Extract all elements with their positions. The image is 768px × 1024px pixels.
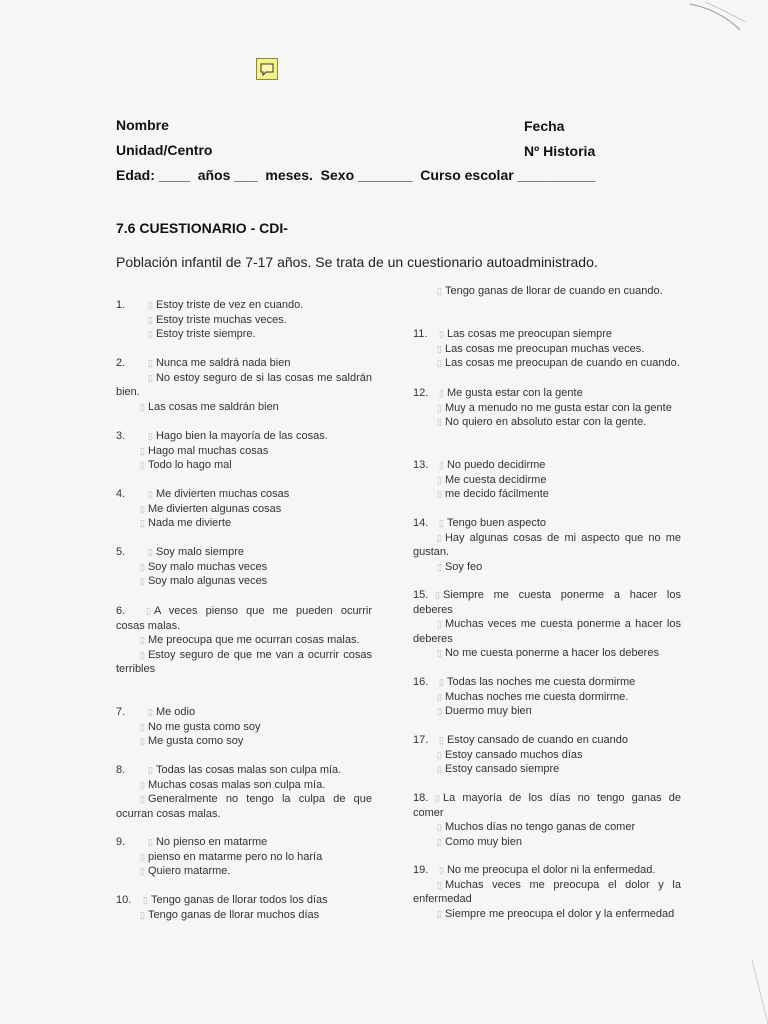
answer-option — [116, 516, 372, 531]
option-checkbox[interactable] — [437, 750, 442, 760]
question-number: 18. — [413, 792, 429, 804]
option-checkbox[interactable] — [437, 837, 442, 847]
question-number: 13. — [413, 459, 429, 471]
option-checkbox[interactable] — [140, 910, 145, 920]
question-12 — [413, 386, 681, 430]
question-number: 11. — [413, 328, 428, 340]
option-checkbox[interactable] — [437, 822, 442, 832]
sticky-note-comment-icon[interactable] — [256, 58, 278, 80]
question-2 — [116, 356, 372, 414]
answer-option — [116, 444, 372, 459]
question-6 — [116, 604, 372, 677]
answer-option — [116, 864, 372, 879]
answer-option — [413, 748, 681, 763]
option-text: Siempre me cuesta ponerme a hacer los deberes — [413, 589, 681, 616]
answer-option — [116, 487, 372, 502]
option-text: No quiero en absoluto estar con la gente. — [444, 416, 647, 429]
option-text: No estoy seguro de si las cosas me saldrán bien. — [116, 371, 372, 399]
option-text: Soy malo siempre — [155, 546, 244, 558]
answer-option — [116, 560, 372, 575]
option-text: Muchas noches me cuesta dormirme. — [444, 690, 629, 703]
option-text: Me cuesta decidirme — [444, 473, 547, 486]
answer-option — [116, 893, 372, 908]
option-checkbox[interactable] — [148, 489, 153, 499]
answer-option — [413, 863, 681, 878]
option-text: Hago mal muchas cosas — [147, 444, 269, 457]
answer-option — [413, 835, 681, 850]
option-checkbox[interactable] — [439, 865, 444, 875]
question-9 — [116, 835, 372, 879]
option-text: Siempre me preocupa el dolor y la enfermedad — [444, 907, 675, 920]
option-checkbox[interactable] — [435, 590, 440, 600]
answer-option — [413, 617, 681, 646]
option-text: Las cosas me preocupan muchas veces. — [444, 342, 645, 355]
question-number: 3. — [116, 430, 126, 442]
option-text: Soy malo algunas veces — [147, 575, 268, 588]
option-text: No pienso en matarme — [155, 836, 268, 848]
option-checkbox[interactable] — [437, 344, 442, 354]
option-checkbox[interactable] — [437, 489, 442, 499]
answer-option — [116, 327, 372, 342]
option-checkbox[interactable] — [140, 736, 145, 746]
option-checkbox[interactable] — [140, 518, 145, 528]
option-text: Me odio — [155, 706, 196, 718]
option-checkbox[interactable] — [437, 286, 442, 296]
answer-option — [116, 574, 372, 589]
option-checkbox[interactable] — [437, 648, 442, 658]
question-5 — [116, 545, 372, 589]
fecha-label: Fecha — [524, 118, 565, 134]
option-text: Tengo buen aspecto — [446, 517, 547, 529]
question-number: 7. — [116, 706, 126, 718]
option-text: Me divierten algunas cosas — [147, 502, 282, 515]
question-number: 2. — [116, 357, 126, 369]
option-text: Muchos días no tengo ganas de comer — [444, 821, 636, 834]
option-text: Me gusta estar con la gente — [446, 387, 583, 399]
answer-option — [413, 907, 681, 922]
question-17 — [413, 733, 681, 777]
answer-option — [413, 733, 681, 748]
option-checkbox[interactable] — [140, 562, 145, 572]
option-text: Muchas veces me cuesta ponerme a hacer los deberes — [413, 618, 681, 645]
question-number: 10. — [116, 894, 132, 906]
option-text: Estoy cansado siempre — [444, 763, 560, 776]
question-13 — [413, 458, 681, 502]
option-text: Estoy cansado muchos días — [444, 748, 583, 761]
option-checkbox[interactable] — [437, 358, 442, 368]
answer-option — [413, 531, 681, 560]
option-checkbox[interactable] — [140, 402, 145, 412]
option-text: Muchas cosas malas son culpa mía. — [147, 778, 326, 791]
question-4 — [116, 487, 372, 531]
question-number: 12. — [413, 387, 429, 399]
option-checkbox[interactable] — [140, 576, 145, 586]
option-text: Nunca me saldrá nada bien — [155, 357, 291, 369]
option-text: Todas las noches me cuesta dormirme — [446, 676, 636, 688]
answer-option — [413, 284, 681, 299]
option-text: Tengo ganas de llorar todos los días — [150, 894, 328, 906]
option-checkbox[interactable] — [439, 518, 444, 528]
answer-option — [116, 850, 372, 865]
option-text: Nada me divierte — [147, 517, 232, 530]
option-text: Las cosas me preocupan de cuando en cuando. — [444, 357, 680, 370]
option-checkbox[interactable] — [437, 562, 442, 572]
question-11 — [413, 327, 681, 371]
answer-option — [116, 545, 372, 560]
answer-option — [116, 371, 372, 400]
option-checkbox[interactable] — [439, 329, 444, 339]
answer-option — [413, 690, 681, 705]
answer-option — [116, 792, 372, 821]
answer-option — [116, 313, 372, 328]
option-checkbox[interactable] — [140, 722, 145, 732]
option-checkbox[interactable] — [148, 315, 153, 325]
answer-option — [413, 675, 681, 690]
question-16 — [413, 675, 681, 719]
unidad-centro-label: Unidad/Centro — [116, 142, 213, 158]
option-checkbox[interactable] — [437, 764, 442, 774]
answer-option — [413, 820, 681, 835]
question-number: 9. — [116, 836, 126, 848]
question-8 — [116, 763, 372, 821]
option-checkbox[interactable] — [148, 300, 153, 310]
question-3 — [116, 429, 372, 473]
answer-option — [413, 516, 681, 531]
option-checkbox[interactable] — [148, 358, 153, 368]
option-text: Estoy cansado de cuando en cuando — [446, 734, 628, 746]
option-text: A veces pienso que me pueden ocurrir cosas malas. — [116, 605, 372, 632]
edad-sexo-curso-line: Edad: ____ años ___ meses. Sexo _______ Curso escolar __________ — [116, 167, 596, 183]
answer-option — [413, 356, 681, 371]
option-text: No me preocupa el dolor ni la enfermedad. — [446, 864, 656, 876]
answer-option — [116, 648, 372, 677]
option-text: Todo lo hago mal — [147, 459, 232, 472]
answer-option — [116, 778, 372, 793]
answer-option — [413, 342, 681, 357]
question-number: 16. — [413, 676, 429, 688]
question-10 — [116, 893, 372, 922]
option-checkbox[interactable] — [140, 650, 145, 660]
question-number: 19. — [413, 864, 429, 876]
answer-option — [116, 734, 372, 749]
option-text: Tengo ganas de llorar muchos días — [147, 908, 320, 921]
question-number: 6. — [116, 605, 126, 617]
option-text: Me gusta como soy — [147, 735, 244, 748]
questionnaire-title: 7.6 CUESTIONARIO - CDI- — [116, 220, 288, 236]
questionnaire-subtitle: Población infantil de 7-17 años. Se trata de un cuestionario autoadministrado. — [116, 254, 598, 270]
option-text: No me gusta como soy — [147, 720, 261, 733]
option-text: Muchas veces me preocupa el dolor y la enfermedad — [413, 878, 681, 906]
answer-option — [413, 878, 681, 907]
option-text: Estoy triste de vez en cuando. — [155, 299, 304, 311]
option-text: me decido fácilmente — [444, 488, 549, 501]
option-text: Como muy bien — [444, 835, 522, 848]
option-text: Soy malo muchas veces — [147, 560, 268, 573]
question-number: 14. — [413, 517, 429, 529]
option-text: pienso en matarme pero no lo haría — [147, 850, 323, 863]
answer-option — [413, 560, 681, 575]
option-checkbox[interactable] — [148, 329, 153, 339]
option-text: Generalmente no tengo la culpa de que ocurran cosas malas. — [116, 793, 372, 820]
answer-option — [116, 356, 372, 371]
answer-option — [116, 458, 372, 473]
historia-label: Nº Historia — [524, 143, 596, 159]
option-text: Las cosas me preocupan siempre — [446, 328, 613, 340]
option-checkbox[interactable] — [437, 417, 442, 427]
answer-option — [413, 588, 681, 617]
option-text: La mayoría de los días no tengo ganas de comer — [413, 792, 681, 819]
option-text: Soy feo — [444, 560, 483, 573]
option-text: Quiero matarme. — [147, 865, 231, 878]
option-text: Hay algunas cosas de mi aspecto que no me gustan. — [413, 531, 681, 559]
option-checkbox[interactable] — [437, 475, 442, 485]
option-checkbox[interactable] — [437, 403, 442, 413]
option-checkbox[interactable] — [140, 635, 145, 645]
answer-option — [116, 429, 372, 444]
question-1 — [116, 298, 372, 342]
answer-option — [413, 401, 681, 416]
option-checkbox[interactable] — [148, 373, 153, 383]
option-checkbox[interactable] — [140, 446, 145, 456]
question-number: 1. — [116, 299, 126, 311]
option-text: Estoy triste muchas veces. — [155, 313, 287, 326]
option-checkbox[interactable] — [148, 765, 153, 775]
option-checkbox[interactable] — [140, 504, 145, 514]
answer-option — [413, 791, 681, 820]
nombre-label: Nombre — [116, 117, 169, 133]
question-number: 15. — [413, 589, 429, 601]
option-text: Duermo muy bien — [444, 705, 532, 718]
option-checkbox[interactable] — [148, 707, 153, 717]
answer-option — [413, 473, 681, 488]
option-checkbox[interactable] — [439, 677, 444, 687]
option-checkbox[interactable] — [437, 909, 442, 919]
question-19 — [413, 863, 681, 921]
answer-option — [116, 633, 372, 648]
answer-option — [116, 400, 372, 415]
question-10-continued — [413, 284, 681, 299]
answer-option — [413, 458, 681, 473]
option-text: No me cuesta ponerme a hacer los deberes — [444, 647, 659, 660]
option-checkbox[interactable] — [435, 793, 440, 803]
answer-option — [413, 762, 681, 777]
answer-option — [116, 502, 372, 517]
option-checkbox[interactable] — [437, 692, 442, 702]
option-checkbox[interactable] — [439, 388, 444, 398]
answer-option — [116, 908, 372, 923]
option-checkbox[interactable] — [140, 794, 145, 804]
option-text: Muy a menudo no me gusta estar con la gente — [444, 401, 672, 414]
option-text: Tengo ganas de llorar de cuando en cuando. — [444, 285, 663, 297]
option-text: Todas las cosas malas son culpa mía. — [155, 764, 342, 776]
question-14 — [413, 516, 681, 574]
answer-option — [413, 327, 681, 342]
option-text: Las cosas me saldrán bien — [147, 400, 279, 413]
answer-option — [413, 646, 681, 661]
question-number: 4. — [116, 488, 126, 500]
option-checkbox[interactable] — [439, 460, 444, 470]
option-checkbox[interactable] — [437, 706, 442, 716]
question-7 — [116, 705, 372, 749]
option-checkbox[interactable] — [148, 837, 153, 847]
option-checkbox[interactable] — [437, 880, 442, 890]
option-checkbox[interactable] — [143, 895, 148, 905]
answer-option — [116, 835, 372, 850]
option-checkbox[interactable] — [439, 735, 444, 745]
option-checkbox[interactable] — [437, 619, 442, 629]
answer-option — [116, 298, 372, 313]
answer-option — [116, 705, 372, 720]
option-checkbox[interactable] — [437, 533, 442, 543]
option-checkbox[interactable] — [148, 547, 153, 557]
answer-option — [413, 487, 681, 502]
answer-option — [116, 763, 372, 778]
option-text: Hago bien la mayoría de las cosas. — [155, 430, 328, 442]
question-number: 5. — [116, 546, 126, 558]
question-15 — [413, 588, 681, 661]
option-checkbox[interactable] — [148, 431, 153, 441]
question-number: 8. — [116, 764, 126, 776]
answer-option — [413, 415, 681, 430]
option-checkbox[interactable] — [140, 852, 145, 862]
option-text: Estoy triste siempre. — [155, 328, 256, 341]
option-checkbox[interactable] — [146, 606, 151, 616]
option-text: Me divierten muchas cosas — [155, 488, 290, 500]
option-text: Me preocupa que me ocurran cosas malas. — [147, 634, 360, 647]
option-checkbox[interactable] — [140, 460, 145, 470]
answer-option — [116, 720, 372, 735]
option-checkbox[interactable] — [140, 780, 145, 790]
option-checkbox[interactable] — [140, 866, 145, 876]
option-text: No puedo decidirme — [446, 459, 546, 471]
question-18 — [413, 791, 681, 849]
answer-option — [413, 386, 681, 401]
answer-option — [413, 704, 681, 719]
option-text: Estoy seguro de que me van a ocurrir cosas terribles — [116, 648, 372, 676]
answer-option — [116, 604, 372, 633]
question-number: 17. — [413, 734, 429, 746]
